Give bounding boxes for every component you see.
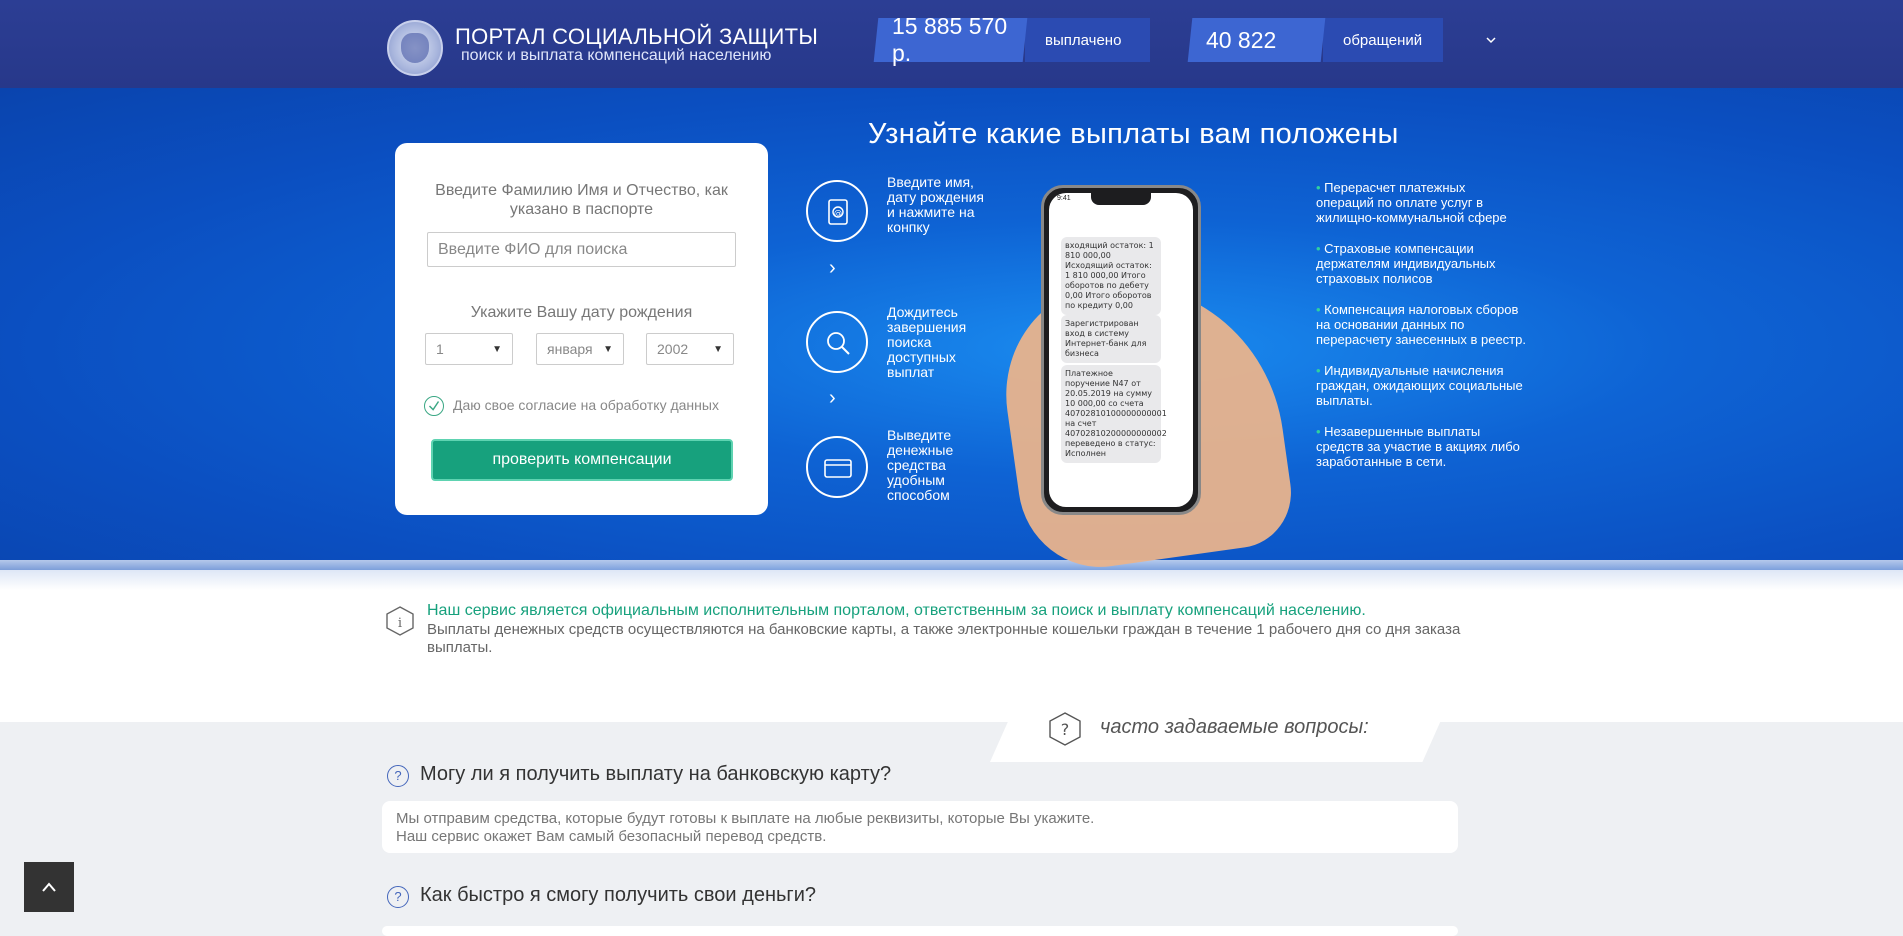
faq-answer-2 xyxy=(382,926,1458,936)
dropdown-arrow-icon: ▼ xyxy=(603,343,613,355)
site-header xyxy=(0,0,1903,88)
svg-text:?: ? xyxy=(1060,720,1070,739)
step-1-text: Введите имя, дату рождения и нажмите на конпку xyxy=(887,174,984,235)
question-icon: ? xyxy=(387,886,409,908)
dob-label: Укажите Вашу дату рождения xyxy=(470,304,693,321)
emblem-logo-icon[interactable] xyxy=(387,20,443,76)
passport-icon xyxy=(823,197,853,227)
hero-title: Узнайте какие выплаты вам положены xyxy=(868,118,1399,150)
dropdown-arrow-icon: ▼ xyxy=(713,343,723,355)
month-value: января xyxy=(547,341,593,357)
consent-label: Даю свое согласие на обработку данных xyxy=(453,397,719,413)
stat-requests xyxy=(1190,18,1443,62)
info-headline: Наш сервис является официальным исполнительным порталом, ответственным за поиск и выплату компенсаций населению. xyxy=(427,602,1366,619)
feature-item: • Компенсация налоговых сборов на основании данных по перерасчету занесенных в реестр. xyxy=(1316,302,1526,347)
phone-message-2: Зарегистрирован вход в систему Интернет-банк для бизнеса xyxy=(1061,315,1161,363)
faq-question-2[interactable]: Как быстро я смогу получить свои деньги? xyxy=(420,884,816,906)
year-value: 2002 xyxy=(657,341,689,357)
day-select[interactable] xyxy=(425,333,513,365)
phone-message-3: Платежное поручение N47 от 20.05.2019 на сумму 10 000,00 со счета 40702810100000000001 на счет 40702810200000000002 переведено в статус: Исполнен xyxy=(1061,365,1161,463)
faq-answer-1-line1: Мы отправим средства, которые будут готовы к выплате на любые реквизиты, которые Вы укажите. xyxy=(396,810,1095,827)
day-value: 1 xyxy=(436,341,444,357)
info-icon xyxy=(386,606,414,636)
feature-item: • Перерасчет платежных операций по оплате услуг в жилищно-коммунальной сфере xyxy=(1316,180,1507,225)
stat-requests-value: 40 822 xyxy=(1206,26,1277,53)
check-compensation-button[interactable]: проверить компенсации xyxy=(431,439,733,481)
step-1-circle xyxy=(806,180,868,242)
scroll-to-top-button[interactable] xyxy=(24,862,74,912)
stat-requests-label: обращений xyxy=(1323,18,1443,62)
faq-answer-1-line2: Наш сервис окажет Вам самый безопасный перевод средств. xyxy=(396,828,827,845)
fio-label: Введите Фамилию Имя и Отчество, как указано в паспорте xyxy=(435,182,728,218)
question-icon xyxy=(1049,712,1081,746)
site-title[interactable]: ПОРТАЛ СОЦИАЛЬНОЙ ЗАЩИТЫ xyxy=(455,24,819,49)
stat-paid-label: выплачено xyxy=(1025,18,1150,62)
faq-heading: часто задаваемые вопросы: xyxy=(1100,716,1369,738)
dropdown-arrow-icon: ▼ xyxy=(492,343,502,355)
info-body: Выплаты денежных средств осуществляются на банковские карты, а также электронные кошельки граждан в течение 1 рабочего дня со дня заказа выплаты. xyxy=(427,621,1461,656)
faq-question-1[interactable]: Могу ли я получить выплату на банковскую карту? xyxy=(420,763,892,785)
fio-input[interactable] xyxy=(427,232,736,267)
faq-answer-1 xyxy=(382,801,1458,853)
card-icon xyxy=(823,453,853,483)
step-3-text: Выведите денежные средства удобным способом xyxy=(887,427,954,503)
question-icon: ? xyxy=(387,765,409,787)
svg-text:@: @ xyxy=(834,208,842,218)
chevron-up-icon xyxy=(40,880,58,894)
search-form-card xyxy=(395,143,768,515)
search-icon xyxy=(823,328,853,358)
site-subtitle: поиск и выплата компенсаций населению xyxy=(461,47,772,64)
step-2-circle xyxy=(806,311,868,373)
svg-text:i: i xyxy=(397,616,403,631)
phone-time: 9:41 xyxy=(1057,195,1071,202)
step-3-circle xyxy=(806,436,868,498)
feature-item: • Страховые компенсации держателям индивидуальных страховых полисов xyxy=(1316,241,1496,286)
feature-item: • Незавершенные выплаты средств за участие в акциях либо заработанные в сети. xyxy=(1316,424,1520,469)
hero-wave-divider xyxy=(0,560,1903,590)
phone-message-1: входящий остаток: 1 810 000,00 Исходящий остаток: 1 810 000,00 Итого оборотов по дебету 0,00 Итого оборотов по кредиту 0,00 xyxy=(1061,237,1161,315)
month-select[interactable] xyxy=(536,333,624,365)
stat-paid-value: 15 885 570 р. xyxy=(892,13,1008,66)
features-list xyxy=(1316,180,1526,485)
phone-illustration xyxy=(1041,185,1201,515)
chevron-right-icon: › xyxy=(829,257,836,279)
consent-checkbox[interactable] xyxy=(424,396,444,416)
chevron-down-icon[interactable] xyxy=(1485,34,1497,46)
chevron-right-icon: › xyxy=(829,387,836,409)
year-select[interactable] xyxy=(646,333,734,365)
feature-item: • Индивидуальные начисления граждан, ожидающих социальные выплаты. xyxy=(1316,363,1523,408)
stat-paid xyxy=(876,13,1150,66)
step-2-text: Дождитесь завершения поиска доступных выплат xyxy=(887,304,967,380)
